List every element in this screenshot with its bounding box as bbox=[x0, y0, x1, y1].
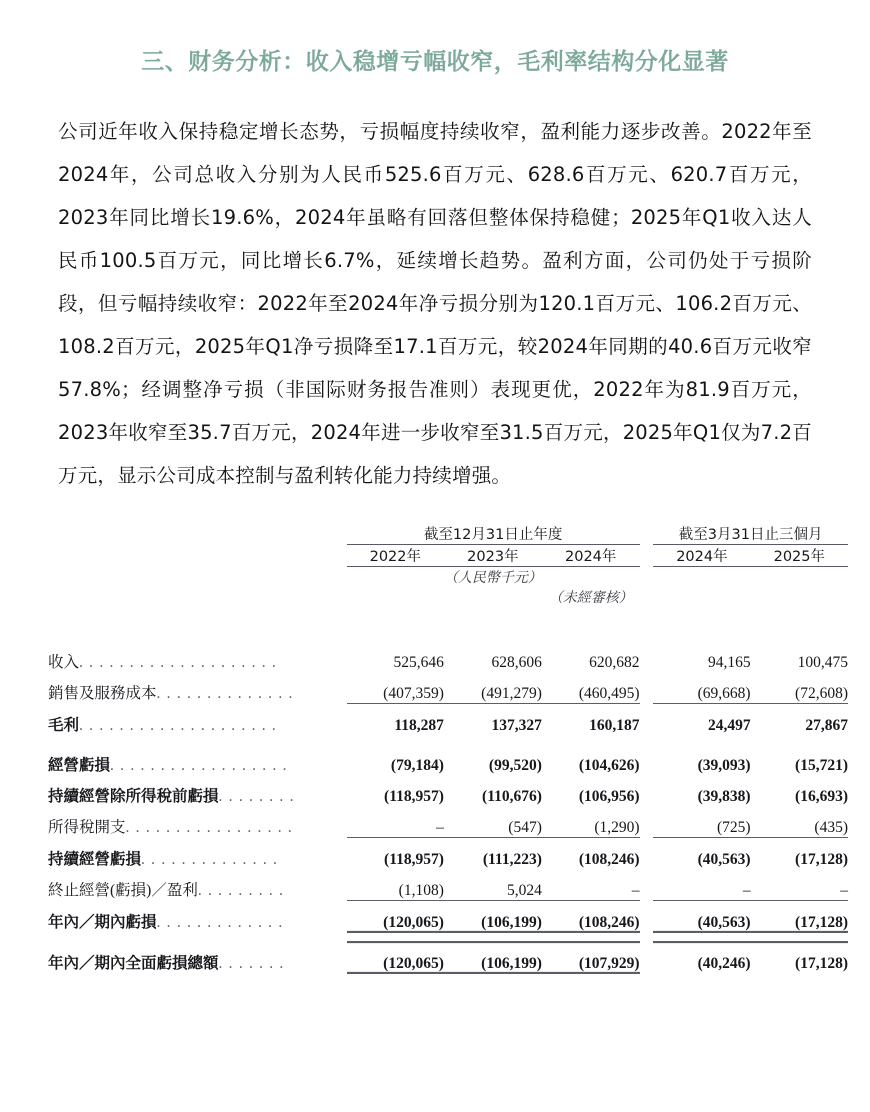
currency-note-gap bbox=[640, 566, 654, 587]
row-label-operating-loss bbox=[48, 744, 347, 775]
row-label-loss-continuing-ops bbox=[48, 837, 347, 869]
table-body bbox=[48, 641, 848, 974]
unaudited-note-row bbox=[48, 587, 848, 607]
cell-value: (120,065) bbox=[347, 900, 444, 932]
cell-value: – bbox=[347, 806, 444, 838]
dot-leader: . . . . . . . . . . . . . . bbox=[141, 850, 279, 868]
cell-value: (407,359) bbox=[347, 672, 444, 704]
row-label-text: 終止經營(虧損)／盈利 bbox=[48, 882, 198, 900]
col-header-2025-q1: 2025年 bbox=[751, 544, 848, 566]
row-label-text: 毛利 bbox=[48, 716, 80, 734]
cell-value: (99,520) bbox=[488, 756, 542, 774]
table-row bbox=[48, 775, 848, 806]
cell-value: (110,676) bbox=[482, 787, 542, 805]
column-gap bbox=[640, 869, 654, 901]
group-header-gap bbox=[640, 523, 654, 545]
column-gap bbox=[640, 941, 654, 973]
cell-value: (107,929) bbox=[542, 941, 640, 973]
row-label-text: 收入 bbox=[48, 653, 80, 671]
table-row bbox=[48, 641, 848, 672]
financial-table-container bbox=[0, 523, 870, 974]
column-gap bbox=[640, 703, 654, 735]
unaudited-note-pad bbox=[347, 587, 444, 607]
cell-value: (40,563) bbox=[653, 900, 750, 932]
row-label-text: 銷售及服務成本 bbox=[48, 685, 157, 703]
column-gap bbox=[640, 775, 654, 806]
row-gap bbox=[48, 735, 848, 744]
financial-summary-table bbox=[48, 523, 848, 974]
row-label-text: 持續經營虧損 bbox=[48, 850, 142, 868]
cell-value: 24,497 bbox=[707, 716, 751, 734]
group-header-spacer bbox=[48, 523, 347, 545]
table-head bbox=[48, 523, 848, 641]
table-row bbox=[48, 703, 848, 735]
row-label-text: 年內／期內全面虧損總額 bbox=[48, 955, 219, 973]
unaudited-note-pad3 bbox=[653, 587, 750, 607]
head-body-spacer bbox=[48, 607, 848, 641]
year-header-gap bbox=[640, 544, 654, 566]
cell-value: (547) bbox=[444, 806, 542, 838]
dot-leader: . . . . . . . . . bbox=[197, 882, 285, 900]
cell-value: (39,093) bbox=[697, 756, 751, 774]
cell-value: (17,128) bbox=[795, 850, 848, 868]
row-label-revenue bbox=[48, 641, 347, 672]
row-label-discontinued-ops bbox=[48, 869, 347, 901]
cell-value: (69,668) bbox=[653, 672, 750, 704]
spacer-cell bbox=[48, 735, 848, 744]
cell-value: 160,187 bbox=[589, 716, 640, 734]
cell-value: (725) bbox=[653, 806, 750, 838]
cell-value: (118,957) bbox=[384, 787, 444, 805]
dot-leader: . . . . . . . . . . . . . . . . . bbox=[125, 819, 293, 837]
page-title: 三、财务分析：收入稳增亏幅收窄，毛利率结构分化显著 bbox=[141, 49, 729, 75]
column-gap bbox=[640, 837, 654, 869]
table-row bbox=[48, 900, 848, 932]
unaudited-note: （未經審核） bbox=[548, 590, 633, 606]
cell-value: (17,128) bbox=[751, 941, 848, 973]
dot-leader: . . . . . . . . . . . . . . . . . . . . bbox=[79, 653, 277, 671]
row-label-text: 所得稅開支 bbox=[48, 819, 126, 837]
currency-note: （人民幣千元） bbox=[443, 570, 542, 586]
group-header-quarter: 截至3月31日止三個月 bbox=[653, 523, 848, 545]
currency-note-row bbox=[48, 566, 848, 587]
cell-value: (72,608) bbox=[751, 672, 848, 704]
table-row bbox=[48, 837, 848, 869]
cell-value: 27,867 bbox=[805, 716, 848, 734]
dot-leader: . . . . . . . . bbox=[218, 787, 295, 805]
col-header-2022: 2022年 bbox=[347, 544, 444, 566]
col-header-2023: 2023年 bbox=[444, 544, 542, 566]
currency-note-spacer bbox=[48, 566, 347, 587]
table-row bbox=[48, 806, 848, 838]
row-label-cost-of-sales bbox=[48, 672, 347, 704]
col-header-2024-annual: 2024年 bbox=[542, 544, 640, 566]
cell-value: (108,246) bbox=[542, 900, 640, 932]
row-label-text: 經營虧損 bbox=[48, 756, 111, 774]
group-header-row bbox=[48, 523, 848, 545]
cell-value: 94,165 bbox=[707, 653, 751, 671]
cell-value: (79,184) bbox=[390, 756, 444, 774]
currency-note-pad4 bbox=[751, 566, 848, 587]
row-label-income-tax-expense bbox=[48, 806, 347, 838]
row-label-text: 持續經營除所得稅前虧損 bbox=[48, 787, 219, 805]
body-content bbox=[0, 110, 870, 497]
cell-value: (40,246) bbox=[653, 941, 750, 973]
unaudited-note-gap bbox=[640, 587, 654, 607]
cell-value: 5,024 bbox=[444, 869, 542, 901]
row-label-text: 年內／期內虧損 bbox=[48, 914, 157, 932]
dot-leader: . . . . . . . . . . . . . bbox=[156, 914, 284, 932]
cell-value: 628,606 bbox=[491, 653, 542, 671]
cell-value: (111,223) bbox=[482, 850, 542, 868]
cell-value: (104,626) bbox=[578, 756, 640, 774]
table-row bbox=[48, 869, 848, 901]
cell-value: (120,065) bbox=[347, 941, 444, 973]
column-gap bbox=[640, 672, 654, 704]
column-gap bbox=[640, 744, 654, 775]
group-header-annual: 截至12月31日止年度 bbox=[347, 523, 640, 545]
cell-value: 118,287 bbox=[394, 716, 444, 734]
cell-value: – bbox=[653, 869, 750, 901]
cell-value: (106,199) bbox=[444, 900, 542, 932]
table-row bbox=[48, 744, 848, 775]
cell-value: (106,956) bbox=[578, 787, 640, 805]
spacer-cell bbox=[48, 932, 848, 941]
cell-value: (460,495) bbox=[542, 672, 640, 704]
year-header-spacer bbox=[48, 544, 347, 566]
column-gap bbox=[640, 806, 654, 838]
row-label-loss-for-period bbox=[48, 900, 347, 932]
table-row bbox=[48, 941, 848, 973]
row-gap bbox=[48, 932, 848, 941]
cell-value: 525,646 bbox=[393, 653, 444, 671]
unaudited-note-pad4 bbox=[751, 587, 848, 607]
column-gap bbox=[640, 641, 654, 672]
cell-value: 620,682 bbox=[589, 653, 640, 671]
analysis-paragraph: 公司近年收入保持稳定增长态势，亏损幅度持续收窄，盈利能力逐步改善。2022年至2024年，公司总收入分别为人民币525.6百万元、628.6百万元、620.7百万元，2023年同比增长19.6%，2024年虽略有回落但整体保持稳健；2025年Q1收入达人民币100.5百万元，同比增长6.7%，延续增长趋势。盈利方面，公司仍处于亏损阶段，但亏幅持续收窄：2022年至2024年净亏损分别为120.1百万元、106.2百万元、108.2百万元，2025年Q1净亏损降至17.1百万元，较2024年同期的40.6百万元收窄57.8%；经调整净亏损（非国际财务报告准则）表现更优，2022年为81.9百万元，2023年收窄至35.7百万元，2024年进一步收窄至31.5百万元，2025年Q1仅为7.2百万元，显示公司成本控制与盈利转化能力持续增强。 bbox=[58, 119, 812, 487]
dot-leader: . . . . . . . . . . . . . . . . . . bbox=[110, 756, 288, 774]
column-gap bbox=[640, 900, 654, 932]
cell-value: (435) bbox=[751, 806, 848, 838]
currency-note-pad2 bbox=[542, 566, 640, 587]
currency-note-pad3 bbox=[653, 566, 750, 587]
spacer-cell bbox=[48, 607, 848, 641]
unaudited-note-spacer bbox=[48, 587, 347, 607]
cell-value: (108,246) bbox=[578, 850, 640, 868]
cell-value: (118,957) bbox=[384, 850, 444, 868]
cell-value: (1,290) bbox=[542, 806, 640, 838]
row-label-total-comprehensive-loss bbox=[48, 941, 347, 973]
cell-value: (1,108) bbox=[347, 869, 444, 901]
cell-value: (39,838) bbox=[697, 787, 751, 805]
cell-value: – bbox=[751, 869, 848, 901]
cell-value: 100,475 bbox=[797, 653, 848, 671]
cell-value: (106,199) bbox=[444, 941, 542, 973]
dot-leader: . . . . . . . bbox=[218, 955, 285, 973]
cell-value: – bbox=[542, 869, 640, 901]
cell-value: 137,327 bbox=[491, 716, 542, 734]
cell-value: (491,279) bbox=[444, 672, 542, 704]
row-label-gross-profit bbox=[48, 703, 347, 735]
col-header-2024-q1: 2024年 bbox=[653, 544, 750, 566]
cell-value: (17,128) bbox=[751, 900, 848, 932]
table-row bbox=[48, 672, 848, 704]
currency-note-pad bbox=[347, 566, 444, 587]
cell-value: (15,721) bbox=[795, 756, 848, 774]
cell-value: (16,693) bbox=[795, 787, 848, 805]
year-header-row bbox=[48, 544, 848, 566]
cell-value: (40,563) bbox=[697, 850, 751, 868]
unaudited-note-pad2 bbox=[444, 587, 542, 607]
dot-leader: . . . . . . . . . . . . . . bbox=[156, 685, 294, 703]
dot-leader: . . . . . . . . . . . . . . . . . . . . bbox=[79, 716, 277, 734]
row-label-loss-before-tax bbox=[48, 775, 347, 806]
